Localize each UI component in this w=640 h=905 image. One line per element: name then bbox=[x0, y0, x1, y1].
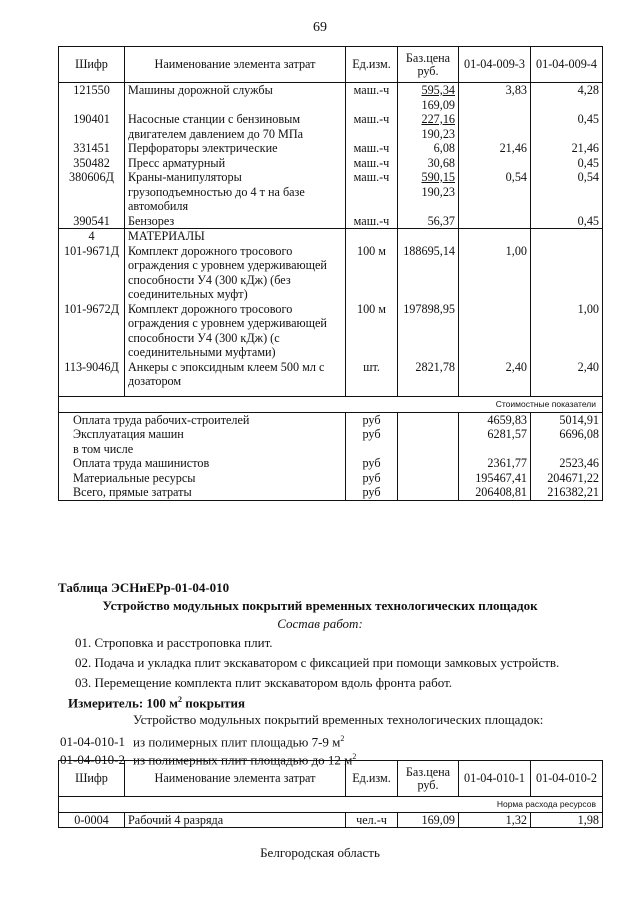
price-cell bbox=[398, 244, 459, 302]
empty-cell bbox=[346, 389, 398, 397]
table-row bbox=[59, 170, 603, 214]
value-cell bbox=[531, 442, 603, 457]
text-line: 169,09 bbox=[421, 97, 455, 112]
code-cell: 113-9046Д bbox=[59, 360, 125, 389]
unit-cell: маш.-ч bbox=[346, 141, 398, 156]
value-cell bbox=[459, 302, 531, 360]
header-price: Баз.цена руб. bbox=[398, 47, 459, 83]
section-row bbox=[59, 229, 603, 244]
page-footer: Белгородская область bbox=[260, 845, 380, 860]
table-row bbox=[59, 812, 603, 828]
price-cell bbox=[398, 83, 459, 113]
header-col-1: 01-04-010-1 bbox=[459, 761, 531, 797]
code-cell: 121550 bbox=[59, 83, 125, 113]
resource-caption-row bbox=[59, 797, 603, 813]
summary-name: Эксплуатация машин bbox=[59, 427, 346, 442]
section-name: МАТЕРИАЛЫ bbox=[125, 229, 346, 244]
value-cell: 0,54 bbox=[531, 170, 603, 214]
price-cell bbox=[398, 170, 459, 214]
table-header-row bbox=[59, 47, 603, 83]
value-cell bbox=[459, 214, 531, 229]
header-name: Наименование элемента затрат bbox=[125, 761, 346, 797]
text-line: двигателем давлением до 70 МПа bbox=[128, 126, 304, 141]
text-line: 197898,95 bbox=[403, 301, 455, 316]
price-cell bbox=[398, 156, 459, 171]
resource-table-01-04-009 bbox=[58, 46, 603, 501]
table-row bbox=[59, 244, 603, 302]
variant-sup: 2 bbox=[352, 752, 357, 761]
unit-cell: руб bbox=[346, 456, 398, 471]
text-line: 227,16 bbox=[421, 112, 455, 126]
unit-cell: руб bbox=[346, 485, 398, 500]
text-line: соединительными муфтами) bbox=[128, 345, 276, 359]
unit-cell: 100 м bbox=[346, 302, 398, 360]
text-line: дозатором bbox=[128, 374, 182, 388]
value-cell: 0,54 bbox=[459, 170, 531, 214]
name-cell bbox=[125, 156, 346, 171]
unit-cell: 100 м bbox=[346, 244, 398, 302]
value-cell bbox=[459, 442, 531, 457]
name-cell bbox=[125, 112, 346, 141]
header-col-1: 01-04-009-3 bbox=[459, 47, 531, 83]
work-step-3: 03. Перемещение комплекта плит экскаватором вдоль фронта работ. bbox=[75, 675, 453, 690]
variant-sup: 2 bbox=[340, 734, 345, 743]
text-line: автомобиля bbox=[128, 199, 189, 213]
table-row bbox=[59, 302, 603, 360]
value-cell: 2,40 bbox=[531, 360, 603, 389]
name-cell bbox=[125, 83, 346, 113]
empty-cell bbox=[398, 471, 459, 486]
code-cell: 331451 bbox=[59, 141, 125, 156]
text-line: 188695,14 bbox=[403, 243, 455, 258]
text-line: ограждения с уровнем удерживающей bbox=[128, 258, 327, 272]
text-line: 56,37 bbox=[427, 213, 455, 228]
page-number: 69 bbox=[313, 20, 327, 35]
table-row bbox=[59, 214, 603, 229]
unit-cell: маш.-ч bbox=[346, 112, 398, 141]
value-cell: 21,46 bbox=[459, 141, 531, 156]
price-cell bbox=[398, 141, 459, 156]
variant-description: Устройство модульных покрытий временных технологических площадок: bbox=[133, 712, 544, 727]
section-code: 4 bbox=[59, 229, 125, 244]
summary-row bbox=[59, 427, 603, 442]
text-line: Анкеры с эпоксидным клеем 500 мл с bbox=[128, 359, 325, 374]
value-cell: 2,40 bbox=[459, 360, 531, 389]
empty-cell bbox=[398, 412, 459, 427]
table-row bbox=[59, 83, 603, 113]
table-row bbox=[59, 141, 603, 156]
text-line: грузоподъемностью до 4 т на базе bbox=[128, 184, 305, 199]
value-cell: 216382,21 bbox=[531, 485, 603, 500]
value-cell: 1,32 bbox=[459, 812, 531, 828]
price-cell bbox=[398, 302, 459, 360]
text-line: Пресс арматурный bbox=[128, 155, 226, 170]
unit-cell: руб bbox=[346, 427, 398, 442]
code-cell: 350482 bbox=[59, 156, 125, 171]
text-line: Краны-манипуляторы bbox=[128, 170, 242, 184]
summary-row bbox=[59, 471, 603, 486]
text-line: 2821,78 bbox=[415, 359, 455, 374]
empty-cell bbox=[398, 427, 459, 442]
work-step-1: 01. Строповка и расстроповка плит. bbox=[75, 635, 273, 650]
value-cell: 3,83 bbox=[459, 83, 531, 113]
resource-table-01-04-010 bbox=[58, 760, 603, 828]
name-cell bbox=[125, 141, 346, 156]
empty-cell bbox=[59, 389, 125, 397]
name-cell bbox=[125, 360, 346, 389]
value-cell: 4659,83 bbox=[459, 412, 531, 427]
value-cell: 6696,08 bbox=[531, 427, 603, 442]
meter-label: Измеритель: 100 м bbox=[68, 695, 179, 711]
summary-row bbox=[59, 442, 603, 457]
value-cell: 5014,91 bbox=[531, 412, 603, 427]
empty-cell bbox=[531, 229, 603, 244]
unit-cell: маш.-ч bbox=[346, 214, 398, 229]
unit-cell: шт. bbox=[346, 360, 398, 389]
summary-row bbox=[59, 412, 603, 427]
unit-cell: маш.-ч bbox=[346, 83, 398, 113]
empty-cell bbox=[459, 389, 531, 397]
empty-cell bbox=[459, 229, 531, 244]
table-row bbox=[59, 156, 603, 171]
text-line: Машины дорожной службы bbox=[128, 83, 273, 97]
value-cell: 195467,41 bbox=[459, 471, 531, 486]
table-row bbox=[59, 360, 603, 389]
empty-cell bbox=[346, 229, 398, 244]
code-cell: 0-0004 bbox=[59, 812, 125, 828]
value-cell: 206408,81 bbox=[459, 485, 531, 500]
unit-cell: чел.-ч bbox=[346, 812, 398, 828]
variant-1 bbox=[60, 731, 620, 750]
variant-text: из полимерных плит площадью до 12 м bbox=[133, 752, 353, 768]
summary-name: Материальные ресурсы bbox=[59, 471, 346, 486]
meter-tail: покрытия bbox=[182, 695, 246, 711]
code-cell: 380606Д bbox=[59, 170, 125, 214]
summary-name: в том числе bbox=[59, 442, 346, 457]
text-line: Насосные станции с бензиновым bbox=[128, 112, 301, 126]
value-cell bbox=[531, 244, 603, 302]
table-title: Таблица ЭСНиЕРр-01-04-010 bbox=[58, 580, 230, 595]
meter-line bbox=[68, 692, 628, 711]
empty-cell bbox=[398, 229, 459, 244]
table-row bbox=[59, 112, 603, 141]
value-cell: 1,98 bbox=[531, 812, 603, 828]
summary-caption-row bbox=[59, 397, 603, 413]
variant-code: 01-04-010-2 bbox=[60, 752, 125, 768]
unit-cell: маш.-ч bbox=[346, 170, 398, 214]
summary-name: Оплата труда рабочих-строителей bbox=[59, 412, 346, 427]
header-unit: Ед.изм. bbox=[346, 47, 398, 83]
value-cell: 0,45 bbox=[531, 112, 603, 141]
summary-name: Оплата труда машинистов bbox=[59, 456, 346, 471]
value-cell: 21,46 bbox=[531, 141, 603, 156]
composition-title: Состав работ: bbox=[277, 616, 363, 631]
work-step-2: 02. Подача и укладка плит экскаватором с фиксацией при помощи замковых устройств. bbox=[75, 655, 560, 670]
text-line: 30,68 bbox=[427, 155, 455, 170]
value-cell: 1,00 bbox=[531, 302, 603, 360]
text-line: соединительных муфт) bbox=[128, 287, 248, 301]
unit-cell: руб bbox=[346, 471, 398, 486]
name-cell bbox=[125, 170, 346, 214]
code-cell: 390541 bbox=[59, 214, 125, 229]
text-line: 6,08 bbox=[433, 141, 455, 155]
header-code: Шифр bbox=[59, 47, 125, 83]
value-cell: 2361,77 bbox=[459, 456, 531, 471]
name-cell bbox=[125, 244, 346, 302]
value-cell: 4,28 bbox=[531, 83, 603, 113]
summary-caption: Стоимостные показатели bbox=[59, 397, 603, 413]
header-code: Шифр bbox=[59, 761, 125, 797]
resource-caption: Норма расхода ресурсов bbox=[59, 797, 603, 813]
text-line: Перфораторы электрические bbox=[128, 141, 278, 155]
empty-cell bbox=[531, 389, 603, 397]
price-cell: 169,09 bbox=[398, 812, 459, 828]
value-cell: 2523,46 bbox=[531, 456, 603, 471]
text-line: 590,15 bbox=[421, 170, 455, 184]
value-cell: 0,45 bbox=[531, 214, 603, 229]
empty-cell bbox=[398, 485, 459, 500]
name-cell: Рабочий 4 разряда bbox=[125, 812, 346, 828]
unit-cell: руб bbox=[346, 412, 398, 427]
code-cell: 190401 bbox=[59, 112, 125, 141]
value-cell bbox=[459, 112, 531, 141]
unit-cell bbox=[346, 442, 398, 457]
header-unit: Ед.изм. bbox=[346, 761, 398, 797]
text-line: Комплект дорожного тросового bbox=[128, 243, 293, 258]
empty-cell bbox=[398, 389, 459, 397]
summary-name: Всего, прямые затраты bbox=[59, 485, 346, 500]
code-cell: 101-9672Д bbox=[59, 302, 125, 360]
value-cell bbox=[459, 156, 531, 171]
empty-cell bbox=[398, 442, 459, 457]
code-cell: 101-9671Д bbox=[59, 244, 125, 302]
header-col-2: 01-04-009-4 bbox=[531, 47, 603, 83]
section-heading: Устройство модульных покрытий временных технологических площадок bbox=[102, 598, 538, 613]
empty-cell bbox=[398, 456, 459, 471]
header-price: Баз.цена руб. bbox=[398, 761, 459, 797]
variant-code: 01-04-010-1 bbox=[60, 734, 125, 750]
unit-cell: маш.-ч bbox=[346, 156, 398, 171]
value-cell: 1,00 bbox=[459, 244, 531, 302]
text-line: Бензорез bbox=[128, 213, 175, 228]
value-cell: 6281,57 bbox=[459, 427, 531, 442]
name-cell bbox=[125, 214, 346, 229]
empty-cell bbox=[125, 389, 346, 397]
price-cell bbox=[398, 214, 459, 229]
name-cell bbox=[125, 302, 346, 360]
header-name: Наименование элемента затрат bbox=[125, 47, 346, 83]
text-line: 595,34 bbox=[421, 83, 455, 97]
text-line: Комплект дорожного тросового bbox=[128, 301, 293, 316]
table-header-row bbox=[59, 761, 603, 797]
summary-row bbox=[59, 456, 603, 471]
header-col-2: 01-04-010-2 bbox=[531, 761, 603, 797]
text-line: способности У4 (300 кДж) (с bbox=[128, 330, 280, 345]
text-line: 190,23 bbox=[421, 126, 455, 141]
summary-row bbox=[59, 485, 603, 500]
text-line: 190,23 bbox=[421, 184, 455, 199]
variant-text: из полимерных плит площадью 7-9 м bbox=[133, 734, 341, 750]
price-cell bbox=[398, 112, 459, 141]
meter-sup: 2 bbox=[178, 695, 183, 704]
text-line: способности У4 (300 кДж) (без bbox=[128, 272, 291, 287]
value-cell: 204671,22 bbox=[531, 471, 603, 486]
spacer-row bbox=[59, 389, 603, 397]
value-cell: 0,45 bbox=[531, 156, 603, 171]
text-line: ограждения с уровнем удерживающей bbox=[128, 316, 327, 330]
price-cell bbox=[398, 360, 459, 389]
